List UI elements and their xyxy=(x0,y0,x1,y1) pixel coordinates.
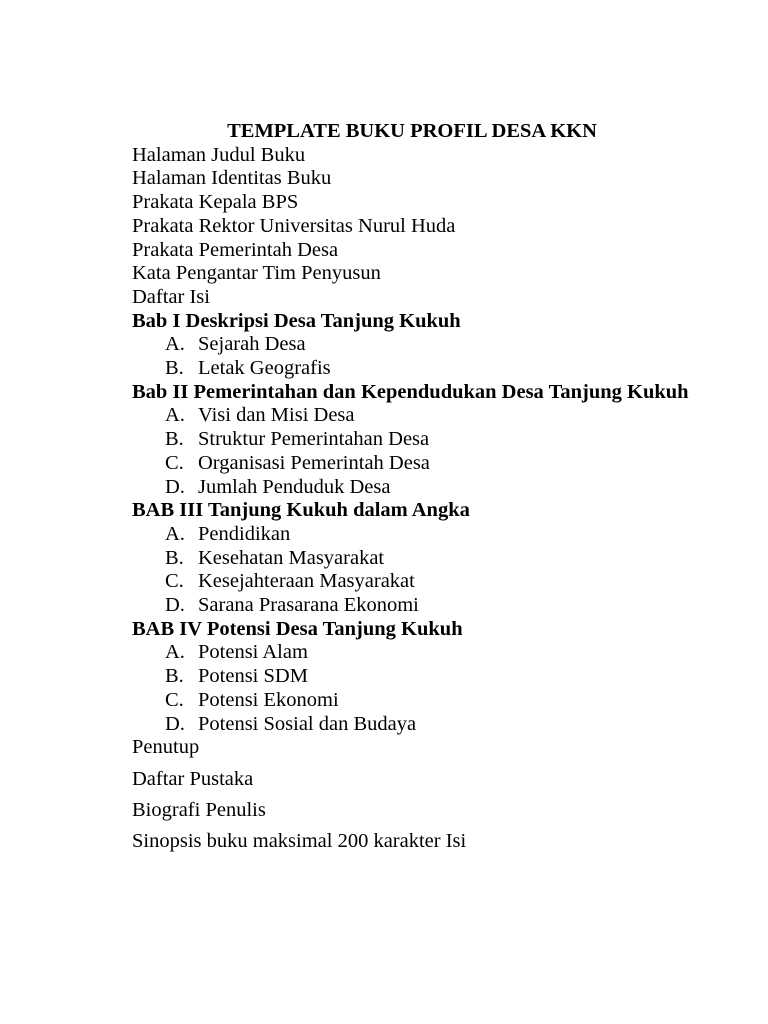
list-item xyxy=(132,333,692,357)
list-item xyxy=(132,689,692,713)
list-item-text: Kesejahteraan Masyarakat xyxy=(198,570,415,593)
chapter-heading: Bab I Deskripsi Desa Tanjung Kukuh xyxy=(132,309,461,332)
front-matter-item: Kata Pengantar Tim Penyusun xyxy=(132,262,381,285)
list-marker: B. xyxy=(165,546,184,569)
back-matter-item: Biografi Penulis xyxy=(132,798,266,821)
chapter-section xyxy=(132,499,692,618)
list-marker: C. xyxy=(165,688,184,711)
back-matter-item: Daftar Pustaka xyxy=(132,767,254,790)
list-item xyxy=(132,713,692,737)
list-item-text: Letak Geografis xyxy=(198,357,331,380)
list-item-text: Potensi Sosial dan Budaya xyxy=(198,712,417,735)
list-item-text: Jumlah Penduduk Desa xyxy=(198,475,391,498)
front-matter-item: Halaman Identitas Buku xyxy=(132,167,332,190)
list-marker: C. xyxy=(165,570,184,593)
list-marker: B. xyxy=(165,428,184,451)
list-item-text: Sarana Prasarana Ekonomi xyxy=(198,594,419,617)
list-item xyxy=(132,594,692,618)
list-item xyxy=(132,357,692,381)
chapter-heading: BAB IV Potensi Desa Tanjung Kukuh xyxy=(132,617,463,640)
list-item-text: Potensi SDM xyxy=(198,665,308,688)
list-marker: D. xyxy=(165,475,185,498)
document-title: TEMPLATE BUKU PROFIL DESA KKN xyxy=(227,120,597,142)
list-item-text: Sejarah Desa xyxy=(198,333,306,356)
list-marker: A. xyxy=(165,522,185,545)
list-marker: A. xyxy=(165,641,185,664)
list-marker: B. xyxy=(165,357,184,380)
chapter-section xyxy=(132,310,692,381)
chapter-heading: Bab II Pemerintahan dan Kependudukan Desa Tanjung Kukuh xyxy=(132,380,689,403)
list-item-text: Organisasi Pemerintah Desa xyxy=(198,451,430,474)
document-page xyxy=(132,120,692,854)
list-marker: B. xyxy=(165,665,184,688)
front-matter-item: Prakata Rektor Universitas Nurul Huda xyxy=(132,214,456,237)
list-marker: C. xyxy=(165,451,184,474)
list-item-text: Kesehatan Masyarakat xyxy=(198,546,385,569)
chapter-section xyxy=(132,618,692,737)
list-item xyxy=(132,404,692,428)
list-item xyxy=(132,428,692,452)
front-matter-list xyxy=(132,144,692,310)
list-item-text: Struktur Pemerintahan Desa xyxy=(198,428,430,451)
list-item xyxy=(132,523,692,547)
back-matter-list xyxy=(132,736,692,854)
list-item xyxy=(132,570,692,594)
list-item-text: Potensi Ekonomi xyxy=(198,688,339,711)
list-marker: A. xyxy=(165,333,185,356)
front-matter-item: Prakata Kepala BPS xyxy=(132,191,299,214)
front-matter-item: Halaman Judul Buku xyxy=(132,143,306,166)
chapter-section xyxy=(132,381,692,500)
list-item-text: Visi dan Misi Desa xyxy=(198,404,355,427)
list-item xyxy=(132,641,692,665)
front-matter-item: Prakata Pemerintah Desa xyxy=(132,238,339,261)
list-item xyxy=(132,452,692,476)
back-matter-item: Sinopsis buku maksimal 200 karakter Isi xyxy=(132,830,467,853)
list-marker: D. xyxy=(165,712,185,735)
back-matter-item: Penutup xyxy=(132,736,200,759)
list-item xyxy=(132,547,692,571)
chapter-heading: BAB III Tanjung Kukuh dalam Angka xyxy=(132,499,470,522)
list-item-text: Pendidikan xyxy=(198,522,291,545)
list-marker: D. xyxy=(165,594,185,617)
list-item xyxy=(132,476,692,500)
list-item-text: Potensi Alam xyxy=(198,641,308,664)
list-item xyxy=(132,665,692,689)
list-marker: A. xyxy=(165,404,185,427)
front-matter-item: Daftar Isi xyxy=(132,285,210,308)
